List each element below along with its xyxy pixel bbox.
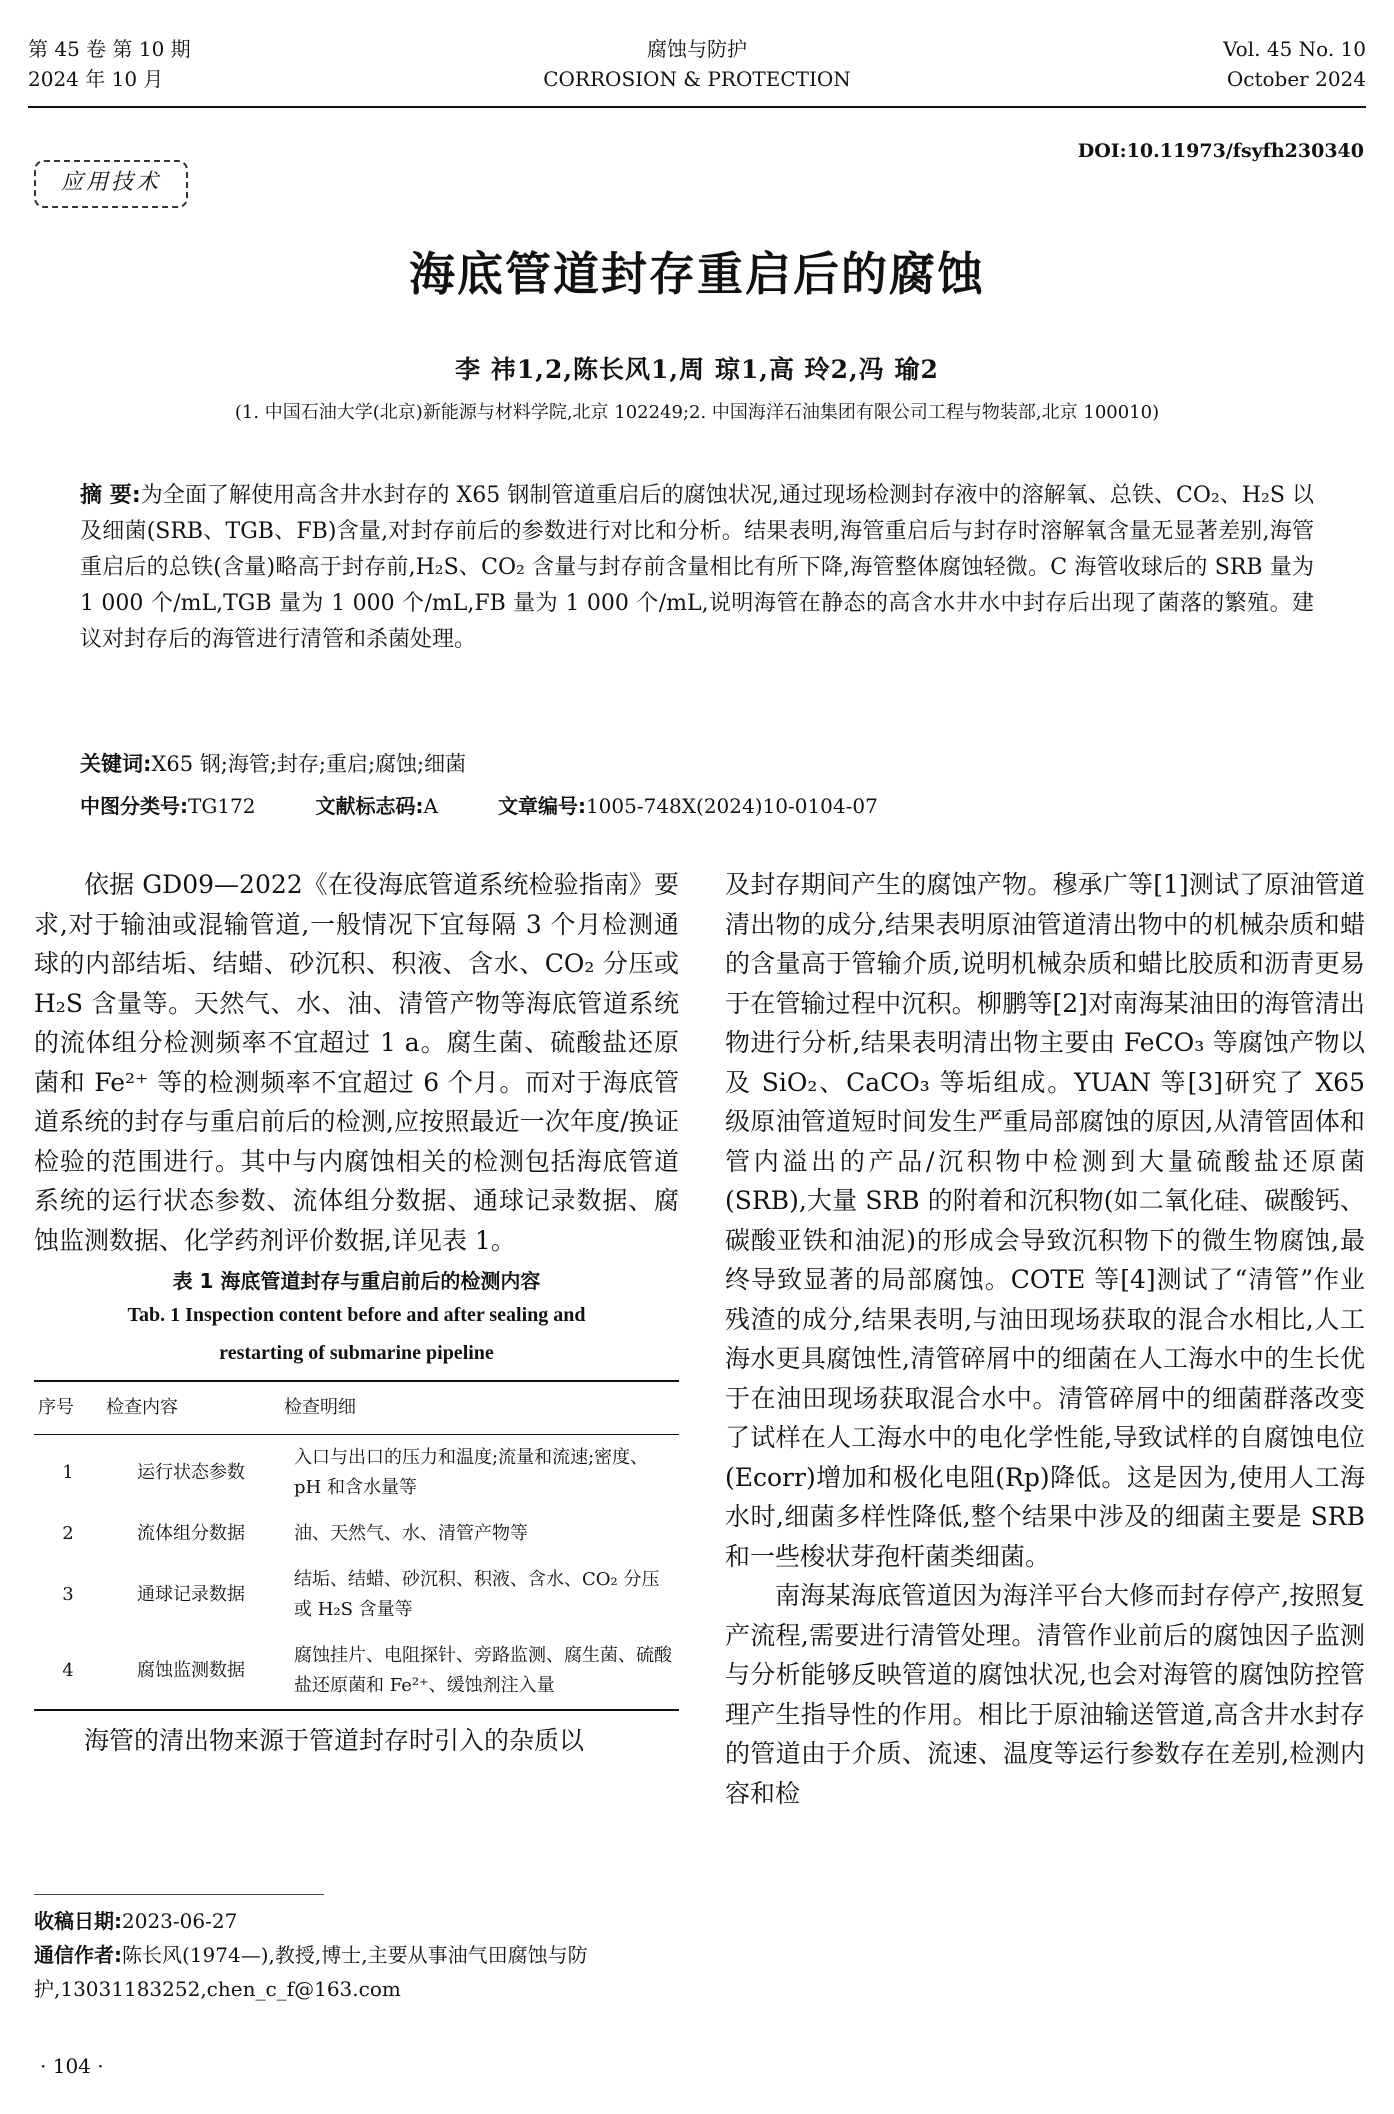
keywords xyxy=(80,748,1314,780)
doi[interactable]: DOI:10.11973/fsyfh230340 xyxy=(1077,140,1364,162)
clc-label: 中图分类号: xyxy=(80,794,188,818)
body-paragraph: 南海某海底管道因为海洋平台大修而封存停产,按照复产流程,需要进行清管处理。清管作业前后的腐蚀因子监测与分析能够反映管道的腐蚀状况,也会对海管的腐蚀防控管理产生指导性的作用。相比于原油输送管道,高含井水封存的管道由于介质、流速、温度等运行参数存在差别,检测内容和检 xyxy=(725,1581,1365,1808)
journal-issue-en xyxy=(1223,34,1366,94)
row-detail: 腐蚀挂片、电阻探针、旁路监测、腐生菌、硫酸盐还原菌和 Fe²⁺、缓蚀剂注入量 xyxy=(280,1633,679,1710)
table-header-row xyxy=(34,1381,679,1434)
row-no: 4 xyxy=(34,1633,102,1710)
table-caption-en-1: Tab. 1 Inspection content before and after sealing and xyxy=(127,1304,586,1326)
abstract-text: 为全面了解使用高含井水封存的 X65 钢制管道重启后的腐蚀状况,通过现场检测封存液中的溶解氧、总铁、CO₂、H₂S 以及细菌(SRB、TGB、FB)含量,对封存前后的参数进行对比和分析。结果表明,海管重启后与封存时溶解氧含量无显著差别,海管重启后的总铁(含量)略高于封存前,H₂S、CO₂ 含量与封存前含量相比有所下降,海管整体腐蚀轻微。C 海管收球后的 SRB 量为 1 000 个/mL,TGB 量为 1 000 个/mL,FB 量为 1 000 个/mL,说明海管在静态的高含水井水中封存后出现了菌落的繁殖。建议对封存后的海管进行清管和杀菌处理。 xyxy=(80,483,1314,652)
corresponding-author xyxy=(34,1938,679,2006)
table-row xyxy=(34,1557,679,1633)
volume-issue: 第 45 卷 第 10 期 xyxy=(28,37,191,61)
body-paragraph: 依据 GD09—2022《在役海底管道系统检验指南》要求,对于输油或混输管道,一般情况下宜每隔 3 个月检测通球的内部结垢、结蜡、砂沉积、积液、含水、CO₂ 分压或 H₂S 含量等。天然气、水、油、清管产物等海底管道系统的流体组分检测频率不宜超过 1 a。腐生菌、硫酸盐还原菌和 Fe²⁺ 等的检测频率不宜超过 6 个月。而对于海底管道系统的封存与重启前后的检测,应按照最近一次年度/换证检验的范围进行。其中与内腐蚀相关的检测包括海底管道系统的运行状态参数、流体组分数据、通球记录数据、腐蚀监测数据、化学药剂评价数据,详见表 1。 xyxy=(34,870,679,1255)
row-detail: 油、天然气、水、清管产物等 xyxy=(294,1522,528,1544)
row-no: 3 xyxy=(62,1583,74,1605)
row-item: 流体组分数据 xyxy=(137,1522,245,1544)
vol-no: Vol. 45 No. 10 xyxy=(1223,37,1366,61)
corr-label: 通信作者: xyxy=(34,1943,122,1967)
table-caption-en-2: restarting of submarine pipeline xyxy=(219,1342,494,1364)
received-date xyxy=(34,1904,679,1938)
classification-line xyxy=(80,790,1314,822)
row-detail: 结垢、结蜡、砂沉积、积液、含水、CO₂ 分压或 H₂S 含量等 xyxy=(294,1568,660,1620)
row-item: 运行状态参数 xyxy=(137,1461,245,1483)
inspection-table xyxy=(34,1380,679,1711)
right-column xyxy=(725,865,1365,1813)
author-list: 李 祎1,2,陈长风1,周 琼1,高 玲2,冯 瑜2 xyxy=(455,355,939,384)
table-row xyxy=(34,1511,679,1557)
abstract xyxy=(80,478,1314,658)
journal-name xyxy=(28,34,1366,94)
row-no: 2 xyxy=(62,1522,74,1544)
header-detail: 检查明细 xyxy=(280,1381,679,1434)
section-tag: 应用技术 xyxy=(34,160,188,208)
received-value: 2023-06-27 xyxy=(122,1909,238,1933)
running-header xyxy=(28,34,1366,104)
doc-code-value: A xyxy=(423,794,438,818)
page-number: · 104 · xyxy=(40,2054,104,2078)
article-title: 海底管道封存重启后的腐蚀 xyxy=(409,247,985,301)
left-column xyxy=(34,865,679,1760)
abstract-label: 摘 要: xyxy=(80,483,141,508)
issue-date-en: October 2024 xyxy=(1226,67,1366,91)
article-no-label: 文章编号: xyxy=(497,794,586,818)
article-no-value: 1005-748X(2024)10-0104-07 xyxy=(585,794,878,818)
body-paragraph: 海管的清出物来源于管道封存时引入的杂质以 xyxy=(84,1725,585,1755)
footnote-divider xyxy=(34,1894,324,1895)
body-paragraph: 及封存期间产生的腐蚀产物。穆承广等[1]测试了原油管道清出物的成分,结果表明原油管道清出物中的机械杂质和蜡的含量高于管输介质,说明机械杂质和蜡比胶质和沥青更易于在管输过程中沉积。柳鹏等[2]对南海某油田的海管清出物进行分析,结果表明清出物主要由 FeCO₃ 等腐蚀产物以及 SiO₂、CaCO₃ 等垢组成。YUAN 等[3]研究了 X65 级原油管道短时间发生严重局部腐蚀的原因,从清管固体和管内溢出的产品/沉积物中检测到大量硫酸盐还原菌(SRB),大量 SRB 的附着和沉积物(如二氧化硅、碳酸钙、碳酸亚铁和油泥)的形成会导致沉积物下的微生物腐蚀,最终导致显著的局部腐蚀。COTE 等[4]测试了“清管”作业残渣的成分,结果表明,与油田现场获取的混合水相比,人工海水更具腐蚀性,清管碎屑中的细菌在人工海水中的生长优于在油田现场获取混合水中。清管碎屑中的细菌群落改变了试样在人工海水中的电化学性能,导致试样的自腐蚀电位(Ecorr)增加和极化电阻(Rp)降低。这是因为,使用人工海水时,细菌多样性降低,整个结果中涉及的细菌主要是 SRB 和一些梭状芽孢杆菌类细菌。 xyxy=(725,870,1365,1571)
affiliations: (1. 中国石油大学(北京)新能源与材料学院,北京 102249;2. 中国海洋石油集团有限公司工程与物装部,北京 100010) xyxy=(234,402,1160,423)
table-row xyxy=(34,1434,679,1511)
keywords-label: 关键词: xyxy=(80,752,152,776)
row-item: 腐蚀监测数据 xyxy=(102,1633,280,1710)
table-caption-cn: 表 1 海底管道封存与重启前后的检测内容 xyxy=(172,1269,541,1293)
footnote xyxy=(34,1904,679,2006)
corr-value: 陈长风(1974—),教授,博士,主要从事油气田腐蚀与防护,13031183252,chen_c_f@163.com xyxy=(34,1943,588,2001)
row-detail: 入口与出口的压力和温度;流量和流速;密度、pH 和含水量等 xyxy=(294,1446,649,1498)
doc-code-label: 文献标志码: xyxy=(315,794,424,818)
table-row xyxy=(34,1633,679,1710)
issue-date-cn: 2024 年 10 月 xyxy=(28,67,164,91)
journal-name-cn: 腐蚀与防护 xyxy=(647,37,747,61)
received-label: 收稿日期: xyxy=(34,1909,122,1933)
header-no: 序号 xyxy=(34,1381,102,1434)
header-divider xyxy=(28,106,1366,108)
row-item: 通球记录数据 xyxy=(137,1583,245,1605)
row-no: 1 xyxy=(62,1461,74,1483)
header-item: 检查内容 xyxy=(102,1381,280,1434)
keywords-text: X65 钢;海管;封存;重启;腐蚀;细菌 xyxy=(151,752,467,776)
journal-name-en: CORROSION & PROTECTION xyxy=(543,67,851,91)
clc-value: TG172 xyxy=(188,794,256,818)
